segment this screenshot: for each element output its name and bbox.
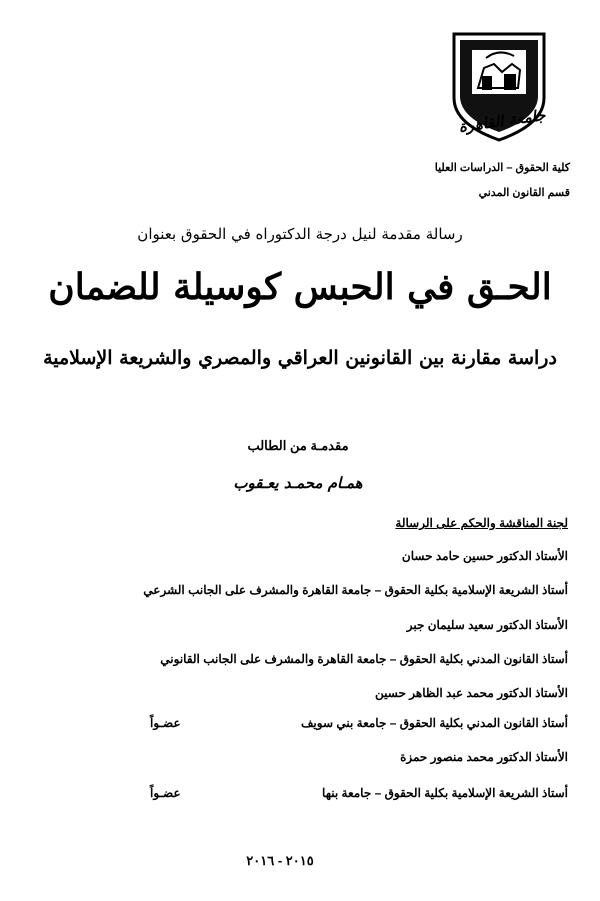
committee-member-role: عضـواً	[150, 716, 181, 730]
logo-caption: جامعة القاهرة	[457, 106, 547, 136]
committee-member-name: الأستاذ الدكتور محمد منصور حمزة	[400, 750, 568, 764]
thesis-subtitle: دراسة مقارنة بين القانونين العراقي والمصري والشريعة الإسلامية	[43, 347, 557, 369]
academic-years: ٢٠١٥ - ٢٠١٦	[246, 853, 314, 868]
committee-member-position: أستاذ الشريعة الإسلامية بكلية الحقوق – جامعة القاهرة والمشرف على الجانب الشرعي	[143, 583, 568, 597]
committee-member-position: أستاذ القانون المدني بكلية الحقوق – جامعة القاهرة والمشرف على الجانب القانوني	[160, 652, 568, 666]
presented-by-label: مقدمـة من الطالب	[247, 438, 349, 453]
committee-title: لجنة المناقشة والحكم على الرسالة	[395, 516, 568, 530]
department-label: قسم القانون المدني	[478, 187, 570, 199]
student-name: همـام محمـد يعـقوب	[233, 474, 363, 492]
thesis-intro: رسالة مقدمة لنيل درجة الدكتوراه في الحقوق بعنوان	[137, 225, 463, 243]
committee-member-name: الأستاذ الدكتور سعيد سليمان جبر	[406, 618, 568, 632]
thesis-title: الحـق في الحبس كوسيلة للضمان	[48, 266, 552, 308]
committee-member-position: أستاذ القانون المدني بكلية الحقوق – جامعة بني سويف	[300, 716, 568, 730]
committee-member-role: عضـواً	[150, 786, 181, 800]
committee-member-name: الأستاذ الدكتور محمد عبد الظاهر حسين	[375, 686, 568, 700]
committee-member-position: أستاذ الشريعة الإسلامية بكلية الحقوق – جامعة بنها	[322, 786, 568, 800]
faculty-label: كلية الحقوق – الدراسات العليا	[434, 162, 570, 174]
committee-member-name: الأستاذ الدكتور حسين حامد حسان	[401, 549, 568, 563]
